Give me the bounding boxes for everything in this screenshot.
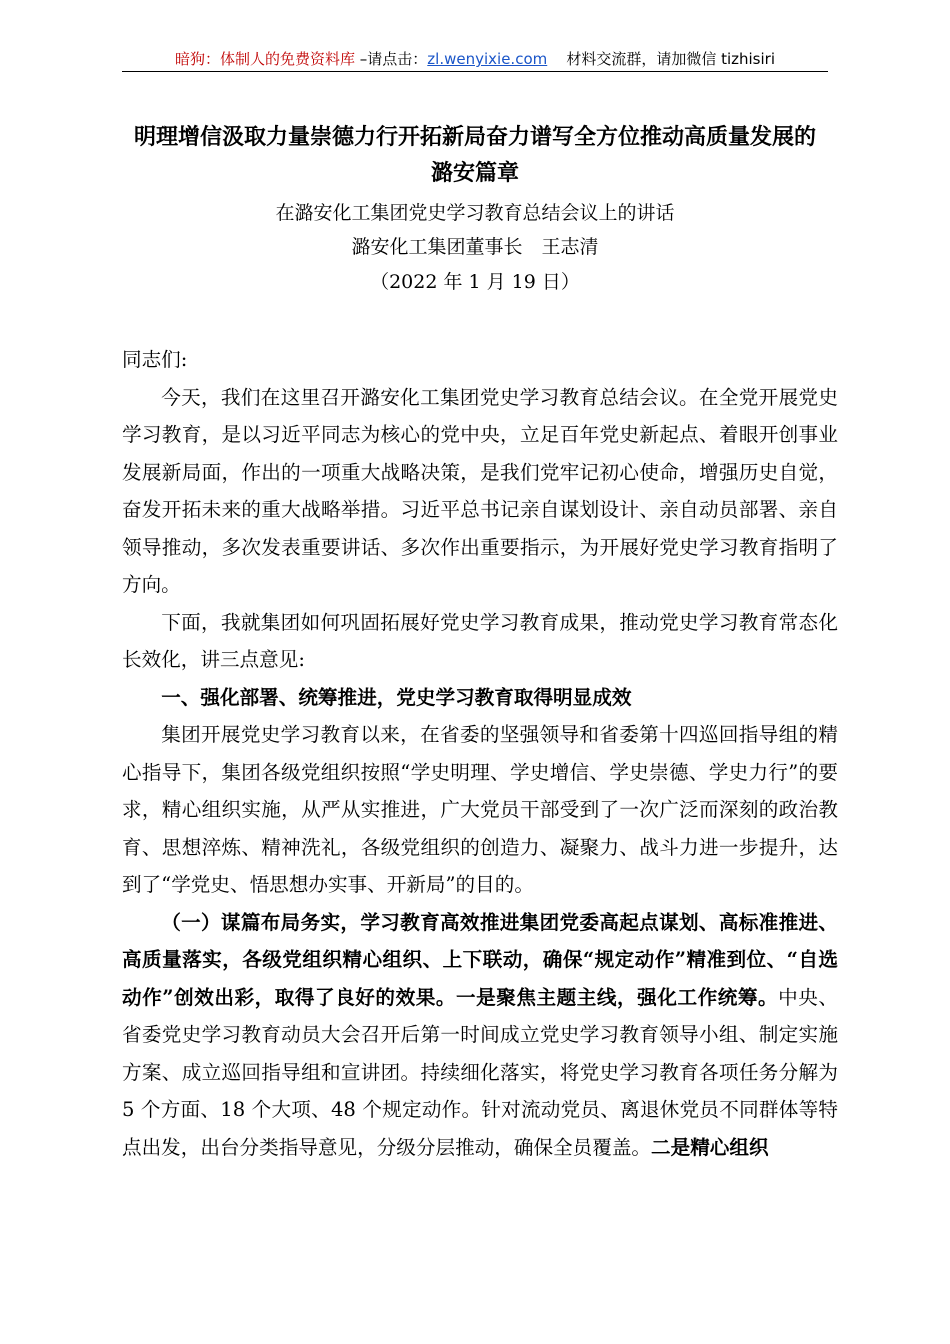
paragraph-3: 集团开展党史学习教育以来，在省委的坚强领导和省委第十四巡回指导组的精心指导下，集团各级党组织按照“学史明理、学史增信、学史崇德、学史力行”的要求，精心组织实施，从严从实推进，广大党员干部受到了一次广泛而深刻的政治教育、思想淬炼、精神洗礼，各级党组织的创造力、凝聚力、战斗力进一步提升，达到了“学党史、悟思想办实事、开新局”的目的。 <box>122 723 838 896</box>
document-subtitle: 在潞安化工集团党史学习教育总结会议上的讲话 <box>275 202 675 224</box>
section-heading-1: 一、强化部署、统筹推进，党史学习教育取得明显成效 <box>161 685 632 709</box>
paragraph-4-bold-tail: 二是精心组织 <box>651 1135 769 1159</box>
header-red-text: 暗狗：体制人的免费资料库 <box>175 50 356 68</box>
greeting: 同志们: <box>122 348 188 371</box>
paragraph-4-bold-lead: （一）谋篇布局务实，学习教育高效推进集团党委高起点谋划、高标准推进、高质量落实，各级党组织精心组织、上下联动，确保“规定动作”精准到位、“自选动作”创效出彩，取得了良好的效果。一是聚焦主题主线，强化工作统筹。 <box>122 910 838 1009</box>
document-title-line1: 明理增信汲取力量崇德力行开拓新局奋力谱写全方位推动高质量发展的 <box>133 124 816 150</box>
paragraph-4 <box>122 904 838 1167</box>
page-header <box>122 48 828 69</box>
header-contact: 材料交流群，请加微信 tizhisiri <box>566 50 775 68</box>
paragraph-2: 下面，我就集团如何巩固拓展好党史学习教育成果，推动党史学习教育常态化长效化，讲三点意见: <box>122 610 838 671</box>
header-divider <box>122 71 828 72</box>
document-body <box>122 341 838 1166</box>
document-title-line2: 潞安篇章 <box>430 160 519 186</box>
paragraph-4-text: 中央、省委党史学习教育动员大会召开后第一时间成立党史学习教育领导小组、制定实施方案、成立巡回指导组和宣讲团。持续细化落实，将党史学习教育各项任务分解为 5 个方面、18 个大项、48 个规定动作。针对流动党员、离退休党员不同群体等特点出发，出台分类指导意见，分级分层推动，确保全员覆盖。 <box>122 985 838 1159</box>
header-prompt: –请点击： <box>355 50 428 68</box>
paragraph-1: 今天，我们在这里召开潞安化工集团党史学习教育总结会议。在全党开展党史学习教育，是以习近平同志为核心的党中央，立足百年党史新起点、着眼开创事业发展新局面，作出的一项重大战略决策，是我们党牢记初心使命，增强历史自觉，奋发开拓未来的重大战略举措。习近平总书记亲自谋划设计、亲自动员部署、亲自领导推动，多次发表重要讲话、多次作出重要指示，为开展好党史学习教育指明了方向。 <box>122 385 838 596</box>
document-author: 潞安化工集团董事长 王志清 <box>351 236 599 258</box>
header-link[interactable]: zl.wenyixie.com <box>427 50 548 68</box>
document-date: （2022 年 1 月 19 日） <box>370 271 580 293</box>
